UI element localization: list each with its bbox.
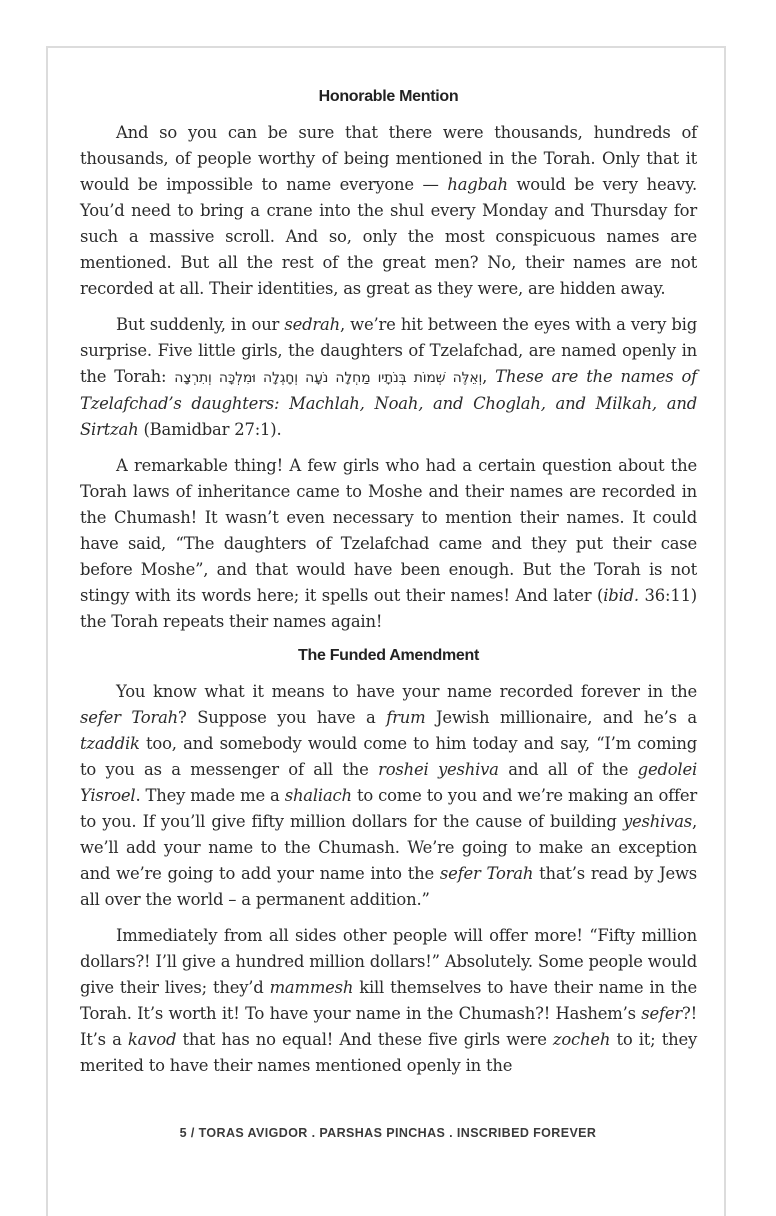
italic-term: sefer	[641, 1004, 683, 1023]
italic-term: yeshivas	[622, 812, 692, 831]
italic-term: tzaddik	[80, 734, 140, 753]
paragraph: Immediately from all sides other people will offer more! “Fifty million dollars?! I’ll give a hundred million dollars!” Absolutely. Some people would give their lives; they’d mammesh kill themselves to have their name in the Torah. It’s worth it! To have your name in the Chumash?! Hashem’s sefer?! It’s a kavod that has no equal! And these five girls were zocheh to it; they merited to have their names mentioned openly in the	[80, 926, 698, 1075]
italic-term: sefer Torah	[80, 708, 179, 727]
page-content	[80, 84, 697, 1079]
paragraph: And so you can be sure that there were thousands, hundreds of thousands, of people worthy of being mentioned in the Torah. Only that it would be impossible to name everyone — hagbah would be very heavy. You’d need to bring a crane into the shul every Monday and Thursday for such a massive scroll. And so, only the most conspicuous names are mentioned. But all the rest of the great men? No, their names are not recorded at all. Their identities, as great as they were, are hidden away.	[80, 123, 697, 298]
section-heading-honorable-mention: Honorable Mention	[318, 88, 459, 105]
italic-term: gedolei Yisroel	[80, 760, 697, 805]
paragraph: A remarkable thing! A few girls who had a certain question about the Torah laws of inheritance came to Moshe and their names are recorded in the Chumash! It wasn’t even necessary to mention their names. It could have said, “The daughters of Tzelafchad came and they put their case before Moshe”, and that would have been enough. But the Torah is not stingy with its words here; it spells out their names! And later (ibid. 36:11) the Torah repeats their names again!	[80, 456, 697, 631]
italic-term: hagbah	[447, 175, 508, 194]
italic-term: kavod	[127, 1030, 177, 1049]
italic-term: frum	[386, 708, 426, 727]
italic-term: ibid.	[603, 586, 639, 605]
italic-term: sefer Torah	[439, 864, 534, 883]
italic-term: shaliach	[284, 786, 352, 805]
paragraph: But suddenly, in our sedrah, we’re hit between the eyes with a very big surprise. Five little girls, the daughters of Tzelafchad, are named openly in the Torah: וְאֵלֶּה שְׁמוֹת בְּנֹתָיו מַחְלָה נֹעָה וְחָגְלָה וּמִלְכָּה וְתִרְצָה, These are the names of Tzelafchad’s daughters: Machlah, Noah, and Choglah, and Milkah, and Sirtzah (Bamidbar 27:1).	[80, 315, 697, 439]
italic-term: These are the names of Tzelafchad’s daughters: Machlah, Noah, and Choglah, and Milkah, and Sirtzah	[80, 367, 697, 439]
italic-term: roshei yeshiva	[378, 760, 499, 779]
paragraph: You know what it means to have your name recorded forever in the sefer Torah? Suppose you have a frum Jewish millionaire, and he’s a tzaddik too, and somebody would come to him today and say, “I’m coming to you as a messenger of all the roshei yeshiva and all of the gedolei Yisroel. They made me a shaliach to come to you and we’re making an offer to you. If you’ll give fifty million dollars for the cause of building yeshivas, we’ll add your name to the Chumash. We’re going to make an exception and we’re going to add your name into the sefer Torah that’s read by Jews all over the world – a permanent addition.”	[80, 682, 697, 909]
section-heading-funded-amendment: The Funded Amendment	[298, 647, 479, 664]
hebrew-verse: וְאֵלֶּה שְׁמוֹת בְּנֹתָיו מַחְלָה נֹעָה וְחָגְלָה וּמִלְכָּה וְתִרְצָה	[174, 370, 483, 386]
italic-term: zocheh	[552, 1030, 611, 1049]
italic-term: mammesh	[269, 978, 354, 997]
page-footer: 5 / TORAS AVIGDOR . PARSHAS PINCHAS . INSCRIBED FOREVER	[179, 1126, 597, 1140]
italic-term: sedrah	[284, 315, 340, 334]
